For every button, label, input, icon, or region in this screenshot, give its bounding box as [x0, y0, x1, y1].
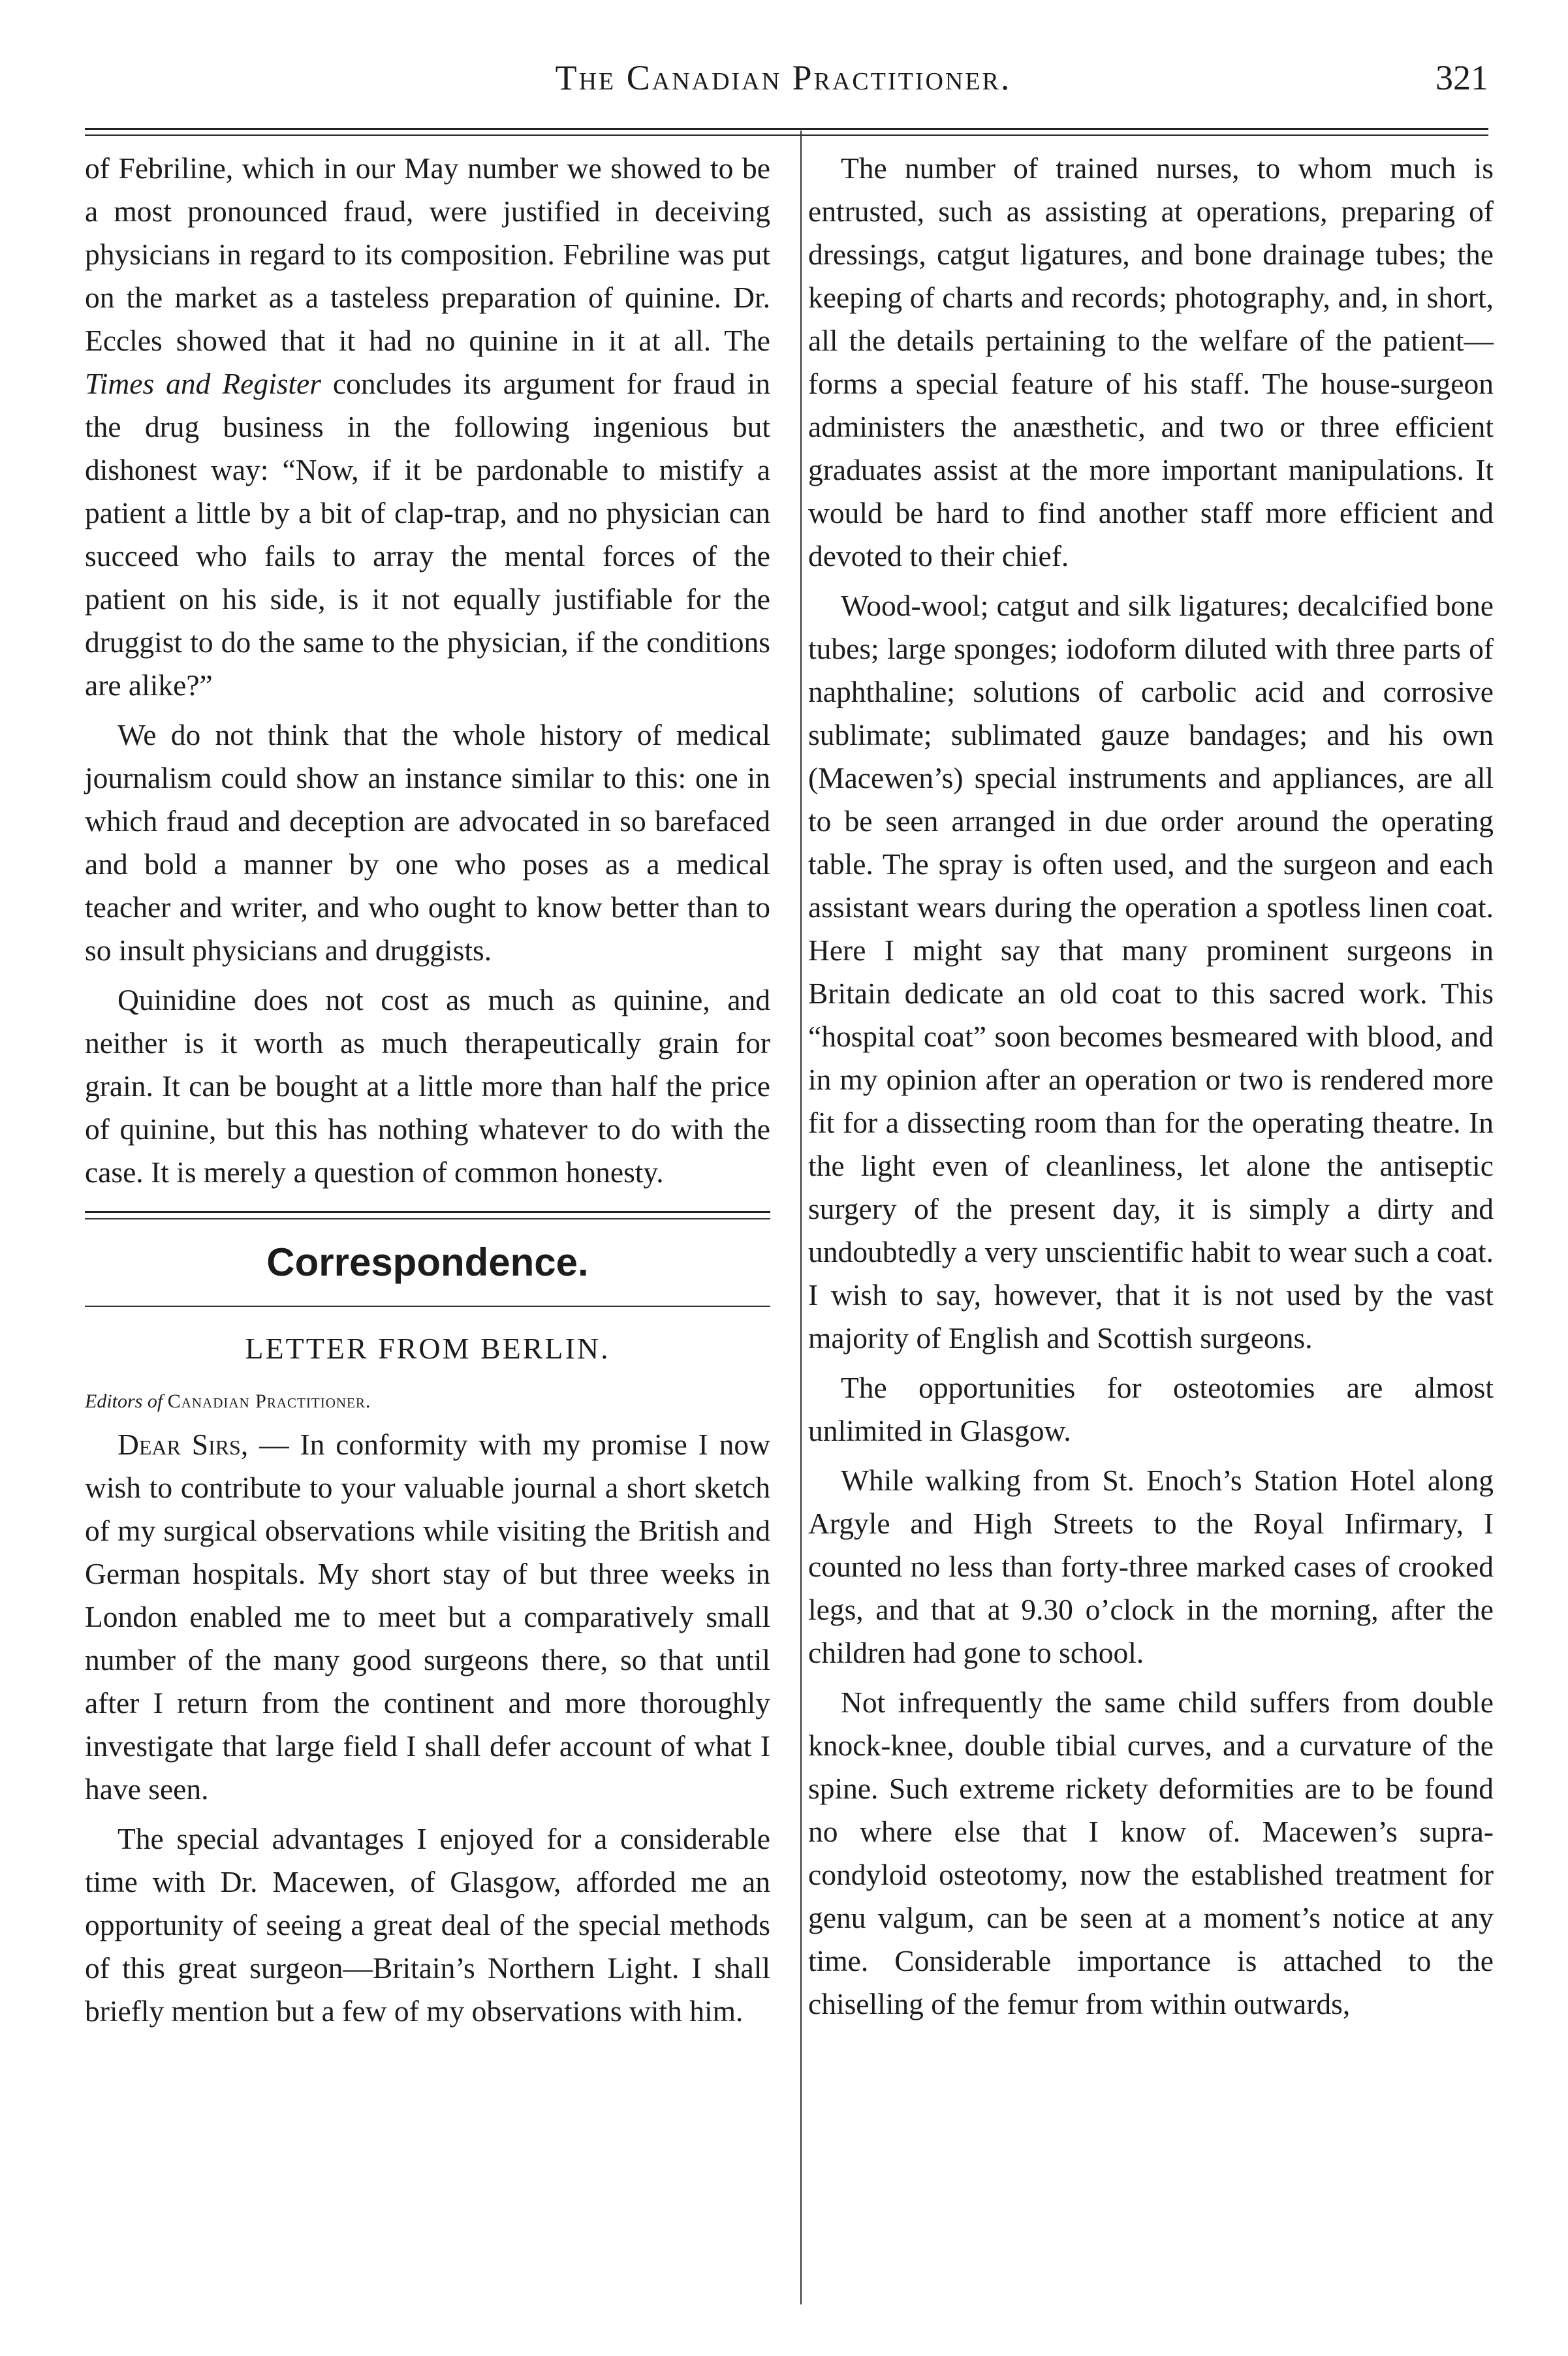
- paragraph: Quinidine does not cost as much as quinine, and neither is it worth as much therapeutically grain for grain. It can be bought at a little more than half the price of quinine, but this has nothing whatever to do with the case. It is merely a question of common honesty.: [85, 983, 770, 1189]
- paragraph: of Febriline, which in our May number we showed to be a most pronounced fraud, were justified in deceiving physicians in regard to its composition. Febriline was put on the market as a tasteless preparation of quinine. Dr. Eccles showed that it had no quinine in it at all. The Times and Register concludes its argument for fraud in the drug business in the following ingenious but dishonest way: “Now, if it be pardonable to mistify a patient a little by a bit of clap-trap, and no physician can succeed who fails to array the mental forces of the patient on his side, is it not equally justifiable for the druggist to do the same to the physician, if the conditions are alike?”: [85, 151, 770, 702]
- right-column: [808, 147, 1494, 2032]
- paragraph: Not infrequently the same child suffers from double knock-knee, double tibial curves, and a curvature of the spine. Such extreme rickety deformities are to be found no where else that I know of. Macewen’s supra-condyloid osteotomy, now the established treatment for genu valgum, can be seen at a moment’s notice at any time. Considerable importance is attached to the chiselling of the femur from within outwards,: [808, 1686, 1494, 2020]
- paragraph: While walking from St. Enoch’s Station Hotel along Argyle and High Streets to the Royal Infirmary, I counted no less than forty-three marked cases of crooked legs, and that at 9.30 o’clock in the morning, after the children had gone to school.: [808, 1464, 1494, 1669]
- journal-title: Times and Register: [85, 367, 321, 400]
- section-rule-thin: [85, 1218, 770, 1219]
- running-title: The Canadian Practitioner.: [555, 58, 1012, 97]
- column-divider: [800, 131, 802, 2304]
- left-column: [85, 147, 770, 2039]
- section-rule: [85, 1211, 770, 1213]
- page-header: [78, 57, 1488, 116]
- paragraph: We do not think that the whole history of medical journalism could show an instance similar to this: one in which fraud and deception are advocated in so barefaced and bold a manner by one who poses as a medical teacher and writer, and who ought to know better than to so insult physicians and druggists.: [85, 718, 770, 967]
- paragraph: Dear Sirs, — In conformity with my promise I now wish to contribute to your valuable journal a short sketch of my surgical observations while visiting the British and German hospitals. My short stay of but three weeks in London enabled me to meet but a comparatively small number of the many good surgeons there, so that until after I return from the continent and more thoroughly investigate that large field I shall defer account of what I have seen.: [85, 1428, 770, 1806]
- page-number: 321: [1435, 58, 1488, 97]
- section-heading: Correspondence.: [266, 1240, 589, 1284]
- heading-rule: [85, 1306, 770, 1307]
- salutation: Dear Sirs,: [118, 1428, 249, 1461]
- header-rule-thin: [85, 134, 1488, 136]
- header-rule: [85, 128, 1488, 130]
- paragraph: The number of trained nurses, to whom much is entrusted, such as assisting at operations, preparing of dressings, catgut ligatures, and bone drainage tubes; the keeping of charts and records; photography, and, in short, all the details pertaining to the welfare of the patient—forms a special feature of his staff. The house-surgeon administers the anæsthetic, and two or three efficient graduates assist at the more important manipulations. It would be hard to find another staff more efficient and devoted to their chief.: [808, 151, 1494, 573]
- paragraph: The opportunities for osteotomies are almost unlimited in Glasgow.: [808, 1371, 1494, 1447]
- paragraph: The special advantages I enjoyed for a considerable time with Dr. Macewen, of Glasgow, afforded me an opportunity of seeing a great deal of the special methods of this great surgeon—Britain’s Northern Light. I shall briefly mention but a few of my observations with him.: [85, 1822, 770, 2028]
- letter-title: LETTER FROM BERLIN.: [245, 1332, 610, 1365]
- paragraph: Wood-wool; catgut and silk ligatures; decalcified bone tubes; large sponges; iodoform diluted with three parts of naphthaline; solutions of carbolic acid and corrosive sublimate; sublimated gauze bandages; and his own (Macewen’s) special instruments and appliances, are all to be seen arranged in due order around the operating table. The spray is often used, and the surgeon and each assistant wears during the operation a spotless linen coat. Here I might say that many prominent surgeons in Britain dedicate an old coat to this sacred work. This “hospital coat” soon becomes besmeared with blood, and in my opinion after an operation or two is rendered more fit for a dissecting room than for the operating theatre. In the light even of cleanliness, let alone the antiseptic surgery of the present day, it is simply a dirty and undoubtedly a very unscientific habit to wear such a coat. I wish to say, however, that it is not used by the vast majority of English and Scottish surgeons.: [808, 589, 1494, 1355]
- addressee: Editors of Canadian Practitioner.: [85, 1390, 371, 1412]
